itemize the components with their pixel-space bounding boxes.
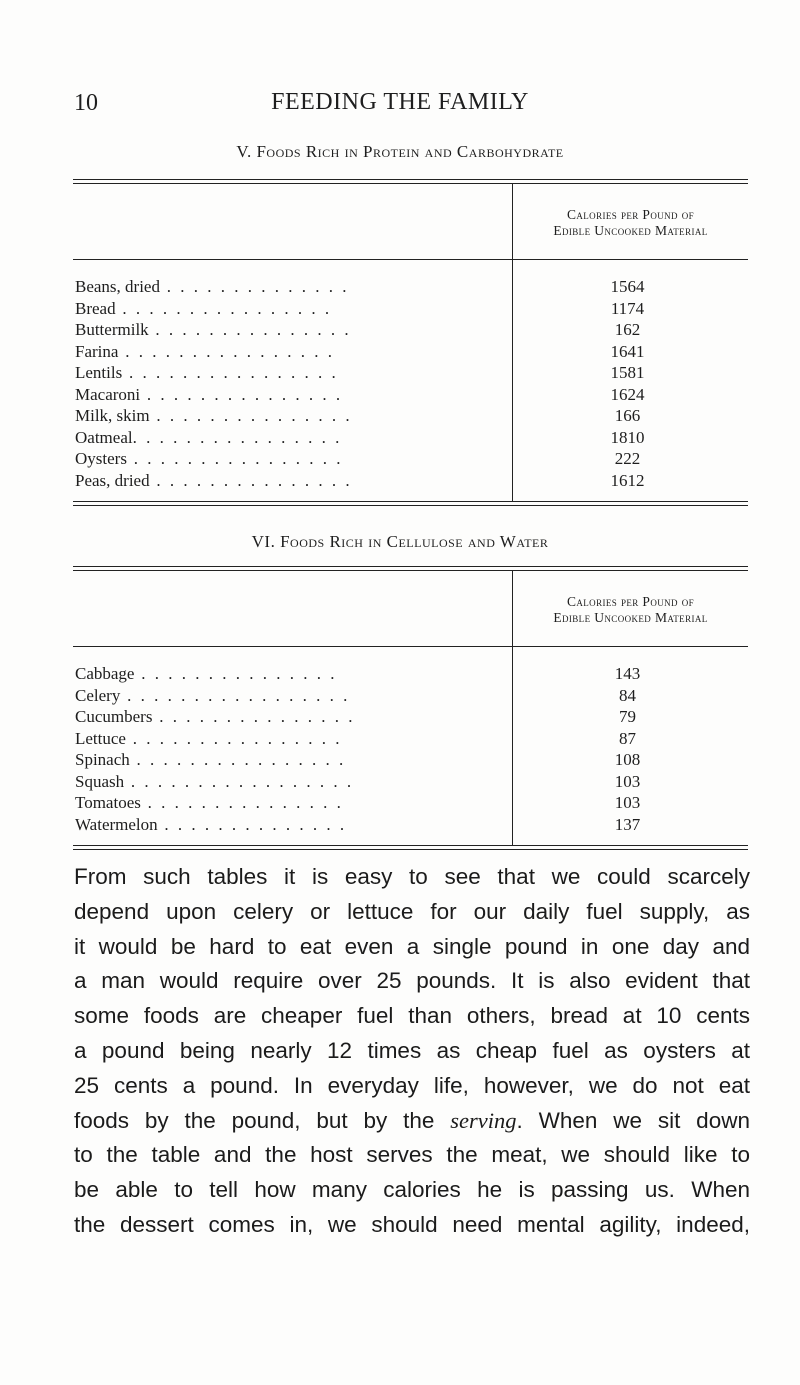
body-line-with-emphasis bbox=[74, 1104, 750, 1139]
table-vi-title: VI. Foods Rich in Cellulose and Water bbox=[251, 532, 549, 551]
table-v-food-row bbox=[73, 470, 512, 492]
table-v-leader-dots: . . . . . . . . . . . . . . . bbox=[148, 320, 352, 339]
table-v-leader-dots: . . . . . . . . . . . . . . bbox=[159, 277, 349, 296]
table-v-food-name: Oatmeal bbox=[75, 427, 133, 447]
table-v-food-name: Beans, dried bbox=[75, 277, 160, 296]
body-line: be able to tell how many calories he is passing us. When bbox=[74, 1177, 750, 1203]
table-vi-food-row bbox=[73, 771, 512, 793]
table-v-calorie-value: 1174 bbox=[610, 298, 645, 318]
body-line: depend upon celery or lettuce for our daily fuel supply, as bbox=[74, 898, 750, 924]
table-vi-header-row bbox=[73, 571, 748, 646]
table-v-bottom-rule bbox=[73, 501, 748, 506]
table-v-food-row bbox=[73, 319, 512, 341]
table-vi-calorie-value: 84 bbox=[619, 685, 636, 705]
table-vi-calorie-value: 143 bbox=[614, 664, 641, 683]
table-v-leader-dots: . . . . . . . . . . . . . . . bbox=[149, 470, 353, 490]
table-vi-food-name: Cucumbers bbox=[75, 707, 153, 726]
table-vi-column-header bbox=[513, 571, 748, 646]
table-vi-leader-dots: . . . . . . . . . . . . . . bbox=[157, 814, 347, 834]
table-vi-column-header-line1: Calories per Pound of bbox=[566, 593, 695, 609]
table-v-calorie-value: 1581 bbox=[610, 363, 645, 382]
table-v-food-name: Bread bbox=[75, 298, 116, 318]
table-v-column-header bbox=[513, 184, 748, 259]
table-vi bbox=[73, 566, 748, 850]
table-vi-food-name: Squash bbox=[75, 771, 125, 791]
table-v-header-blank bbox=[73, 184, 513, 259]
table-vi-food-name: Tomatoes bbox=[75, 793, 141, 812]
table-v-food-row bbox=[73, 362, 512, 384]
table-vi-food-row bbox=[73, 663, 512, 685]
body-line: a pound being nearly 12 times as cheap fuel as oysters at bbox=[74, 1037, 750, 1063]
table-v-header-row bbox=[73, 184, 748, 259]
table-v-food-row bbox=[73, 405, 512, 427]
table-vi-food-row bbox=[73, 706, 512, 728]
table-vi-food-row bbox=[73, 749, 512, 771]
table-vi-calorie-value: 79 bbox=[619, 707, 636, 726]
table-vi-food-row bbox=[73, 685, 512, 707]
table-v-food-row bbox=[73, 427, 512, 449]
table-vi-column-header-line2: Edible Uncooked Material bbox=[553, 609, 708, 625]
table-vi-bottom-rule bbox=[73, 845, 748, 850]
table-v-calorie-column bbox=[513, 260, 748, 501]
table-vi-food-row bbox=[73, 814, 512, 836]
emphasis-serving: serving bbox=[450, 1107, 517, 1133]
body-line: the dessert comes in, we should need mental agility, indeed, bbox=[74, 1211, 750, 1237]
table-v-food-row bbox=[73, 448, 512, 470]
table-v-leader-dots: . . . . . . . . . . . . . . . . bbox=[126, 449, 343, 468]
table-v-calorie-value: 1624 bbox=[610, 384, 645, 404]
table-vi-leader-dots: . . . . . . . . . . . . . . . bbox=[134, 664, 337, 683]
table-vi-leader-dots: . . . . . . . . . . . . . . . . . bbox=[120, 685, 350, 705]
table-vi-calorie-value: 137 bbox=[614, 814, 641, 834]
body-line: 25 cents a pound. In everyday life, however, we do not eat bbox=[74, 1072, 750, 1098]
table-v-title: V. Foods Rich in Protein and Carbohydrate bbox=[236, 142, 564, 161]
table-v-calorie-value: 222 bbox=[614, 449, 641, 468]
table-v-leader-dots: . . . . . . . . . . . . . . . . bbox=[122, 363, 339, 382]
body-line: From such tables it is easy to see that we could scarcely bbox=[74, 864, 750, 889]
running-head: FEEDING THE FAMILY bbox=[271, 89, 529, 115]
table-v-food-row bbox=[73, 384, 512, 406]
table-vi-food-name: Cabbage bbox=[75, 664, 135, 683]
table-vi-food-row bbox=[73, 792, 512, 814]
table-v-calorie-value: 1612 bbox=[610, 470, 645, 490]
table-v-leader-dots: . . . . . . . . . . . . . . . . bbox=[132, 427, 342, 447]
table-v-leader-dots: . . . . . . . . . . . . . . . bbox=[149, 406, 353, 425]
table-vi-food-name: Watermelon bbox=[75, 814, 158, 834]
body-line: it would be hard to eat even a single pound in one day and bbox=[74, 933, 750, 959]
body-line: to the table and the host serves the meat, we should like to bbox=[74, 1142, 750, 1168]
table-vi-leader-dots: . . . . . . . . . . . . . . . bbox=[152, 707, 355, 726]
table-v-calorie-value: 162 bbox=[614, 320, 641, 339]
table-vi-body bbox=[73, 647, 748, 845]
table-v-leader-dots: . . . . . . . . . . . . . . . . bbox=[118, 341, 335, 361]
table-v-calorie-value: 1810 bbox=[610, 427, 645, 447]
table-vi-leader-dots: . . . . . . . . . . . . . . . . bbox=[125, 728, 342, 748]
table-v-food-name: Macaroni bbox=[75, 384, 141, 404]
table-v-food-name: Milk, skim bbox=[75, 406, 150, 425]
table-vi-calorie-value: 87 bbox=[619, 728, 636, 748]
table-v-calorie-value: 166 bbox=[614, 406, 641, 425]
table-vi-leader-dots: . . . . . . . . . . . . . . . . bbox=[129, 750, 346, 769]
page-number: 10 bbox=[74, 90, 98, 116]
table-vi-leader-dots: . . . . . . . . . . . . . . . . . bbox=[124, 771, 354, 791]
table-vi-calorie-value: 108 bbox=[614, 750, 641, 769]
table-vi-header-blank bbox=[73, 571, 513, 646]
table-vi-calorie-value: 103 bbox=[614, 793, 641, 812]
table-vi-food-name: Spinach bbox=[75, 750, 130, 769]
body-line-text: foods by the pound, but by the bbox=[74, 1107, 435, 1133]
table-v-leader-dots: . . . . . . . . . . . . . . . . bbox=[115, 298, 332, 318]
table-v-column-header-line1: Calories per Pound of bbox=[566, 206, 695, 222]
table-vi-food-name: Lettuce bbox=[75, 728, 126, 748]
table-v-food-row bbox=[73, 298, 512, 320]
table-v-calorie-value: 1564 bbox=[610, 277, 645, 296]
table-v-food-column bbox=[73, 260, 513, 501]
table-v-food-name: Oysters bbox=[75, 449, 127, 468]
table-vi-leader-dots: . . . . . . . . . . . . . . . bbox=[140, 793, 344, 812]
table-v-calorie-value: 1641 bbox=[610, 341, 645, 361]
table-v-food-row bbox=[73, 276, 512, 298]
table-v-food-row bbox=[73, 341, 512, 363]
table-vi-food-row bbox=[73, 728, 512, 750]
table-v-food-name: Peas, dried bbox=[75, 470, 150, 490]
table-v-food-name: Lentils bbox=[75, 363, 123, 382]
table-v-column-header-line2: Edible Uncooked Material bbox=[553, 222, 708, 238]
table-v-leader-dots: . . . . . . . . . . . . . . . bbox=[140, 384, 343, 404]
table-vi-food-column bbox=[73, 647, 513, 845]
table-v-food-name: Farina bbox=[75, 341, 119, 361]
body-line-text: . When we sit down bbox=[516, 1107, 750, 1133]
body-paragraph bbox=[74, 860, 750, 1243]
body-line: some foods are cheaper fuel than others, bread at 10 cents bbox=[74, 1003, 750, 1029]
table-v-food-name: Buttermilk bbox=[75, 320, 149, 339]
table-v-body bbox=[73, 260, 748, 501]
table-v bbox=[73, 179, 748, 506]
table-vi-food-name: Celery bbox=[75, 685, 121, 705]
table-vi-calorie-value: 103 bbox=[614, 771, 641, 791]
body-line: a man would require over 25 pounds. It is also evident that bbox=[74, 968, 750, 994]
table-vi-calorie-column bbox=[513, 647, 748, 845]
